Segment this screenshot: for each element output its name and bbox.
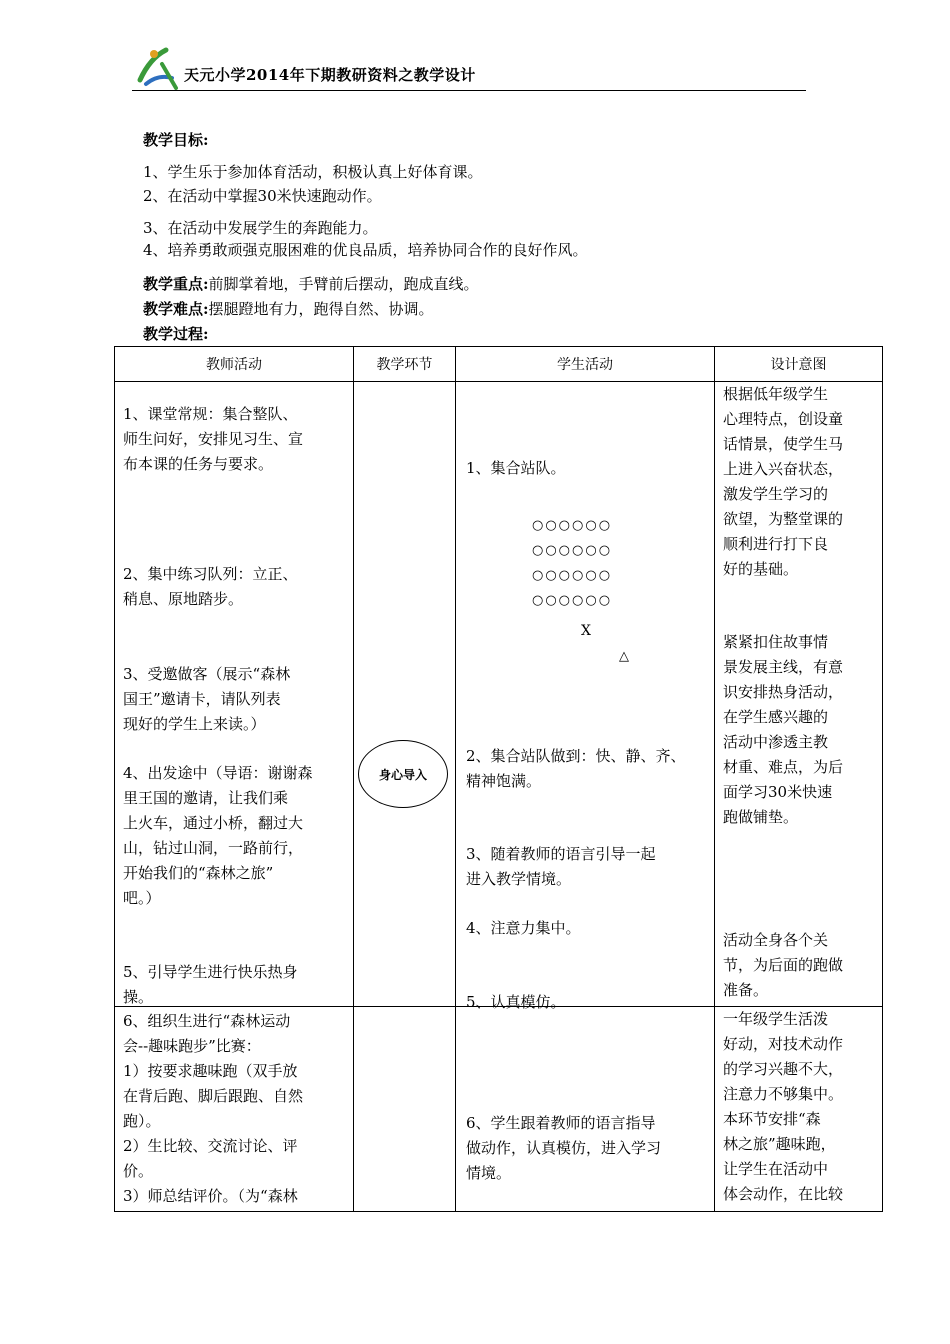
formation-row: ○○○○○○ bbox=[532, 543, 613, 558]
difficulty-label: 教学难点: bbox=[143, 300, 209, 318]
student-activity-cell bbox=[456, 382, 715, 1011]
table-row bbox=[115, 1007, 883, 1212]
teacher-step-1: 1、课堂常规：集合整队、 师生问好，安排见习生、宣 布本课的任务与要求。 bbox=[123, 405, 304, 473]
teacher-step-5: 5、引导学生进行快乐热身 操。 bbox=[123, 963, 298, 1006]
intent-block-3: 活动全身各个关 节，为后面的跑做 准备。 bbox=[723, 931, 844, 999]
student-step-3: 3、随着教师的语言引导一起 进入教学情境。 bbox=[466, 845, 656, 888]
formation-row: ○○○○○○ bbox=[532, 518, 613, 533]
intent-block-4: 一年级学生活泼 好动，对技术动作 的学习兴趣不大， 注意力不够集中。 本环节安排“森 林之旅”趣味跑， 让学生在活动中 体会动作，在比较 bbox=[723, 1010, 844, 1203]
process-title: 教学过程: bbox=[143, 325, 209, 343]
intent-block-2: 紧紧扣住故事情 景发展主线，有意 识安排热身活动， 在学生感兴趣的 活动中渗透主教 材重、难点，为后 面学习30米快速 跑做铺垫。 bbox=[723, 633, 844, 826]
difficulty bbox=[143, 297, 434, 321]
stage-ellipse: 身心导入 bbox=[358, 740, 448, 808]
student-step-2: 2、集合站队做到：快、静、齐、 精神饱满。 bbox=[466, 747, 686, 790]
design-intent-cell bbox=[715, 1007, 883, 1212]
difficulty-text: 摆腿蹬地有力，跑得自然、协调。 bbox=[208, 300, 434, 318]
teacher-position-mark: X bbox=[581, 623, 591, 639]
teacher-step-2: 2、集中练习队列：立正、 稍息、原地踏步。 bbox=[123, 565, 298, 608]
student-step-6: 6、学生跟着教师的语言指导 做动作，认真模仿，进入学习 情境。 bbox=[466, 1114, 662, 1182]
table-header-row bbox=[115, 347, 883, 382]
header-student-activity: 学生活动 bbox=[456, 347, 715, 382]
objective-item: 3、在活动中发展学生的奔跑能力。 bbox=[143, 219, 378, 237]
teaching-stage-cell bbox=[354, 1007, 456, 1212]
teacher-activity-cell bbox=[115, 382, 354, 1007]
lesson-plan-table bbox=[114, 346, 883, 1212]
objective-item: 1、学生乐于参加体育活动，积极认真上好体育课。 bbox=[143, 163, 483, 181]
objective-item: 4、培养勇敢顽强克服困难的优良品质，培养协同合作的良好作风。 bbox=[143, 241, 588, 259]
teacher-step-4: 4、出发途中（导语：谢谢森 里王国的邀请，让我们乘 上火车，通过小桥，翻过大 山，钻过山洞，一路前行， 开始我们的“森林之旅” 吧。） bbox=[123, 764, 313, 907]
student-step-5: 5、认真模仿。 bbox=[466, 993, 566, 1011]
formation-row: ○○○○○○ bbox=[532, 593, 613, 608]
school-logo-icon bbox=[132, 44, 184, 90]
teacher-step-6: 6、组织生进行“森林运动 会--趣味跑步”比赛： 1）按要求趣味跑（双手放 在背后跑、脚后跟跑、自然 跑）。 2）生比较、交流讨论、评 价。 3）师总结评价。（为“森林 bbox=[123, 1012, 304, 1205]
header-design-intent: 设计意图 bbox=[715, 347, 883, 382]
triangle-icon: △ bbox=[619, 649, 629, 664]
header-teaching-stage: 教学环节 bbox=[354, 347, 456, 382]
formation-row: ○○○○○○ bbox=[532, 568, 613, 583]
header-teacher-activity: 教师活动 bbox=[115, 347, 354, 382]
student-step-1: 1、集合站队。 bbox=[466, 459, 566, 477]
student-activity-cell bbox=[456, 1007, 715, 1212]
student-step-4: 4、注意力集中。 bbox=[466, 919, 581, 937]
objective-item: 2、在活动中掌握30米快速跑动作。 bbox=[143, 187, 382, 205]
objectives-title: 教学目标: bbox=[143, 131, 209, 149]
teaching-stage-cell bbox=[354, 382, 456, 1007]
key-point bbox=[143, 272, 479, 296]
page-header bbox=[132, 44, 806, 91]
intent-block-1: 根据低年级学生 心理特点，创设童 话情景，使学生马 上进入兴奋状态， 激发学生学习的 欲望，为整堂课的 顺利进行打下良 好的基础。 bbox=[723, 385, 844, 578]
design-intent-cell bbox=[715, 382, 883, 1007]
teacher-step-3: 3、受邀做客（展示“森林 国王”邀请卡，请队列表 现好的学生上来读。） bbox=[123, 665, 291, 733]
table-row bbox=[115, 382, 883, 1007]
key-point-label: 教学重点: bbox=[143, 275, 209, 293]
teacher-activity-cell bbox=[115, 1007, 354, 1212]
header-title: 天元小学2014年下期教研资料之教学设计 bbox=[184, 66, 476, 84]
key-point-text: 前脚掌着地，手臂前后摆动，跑成直线。 bbox=[208, 275, 479, 293]
